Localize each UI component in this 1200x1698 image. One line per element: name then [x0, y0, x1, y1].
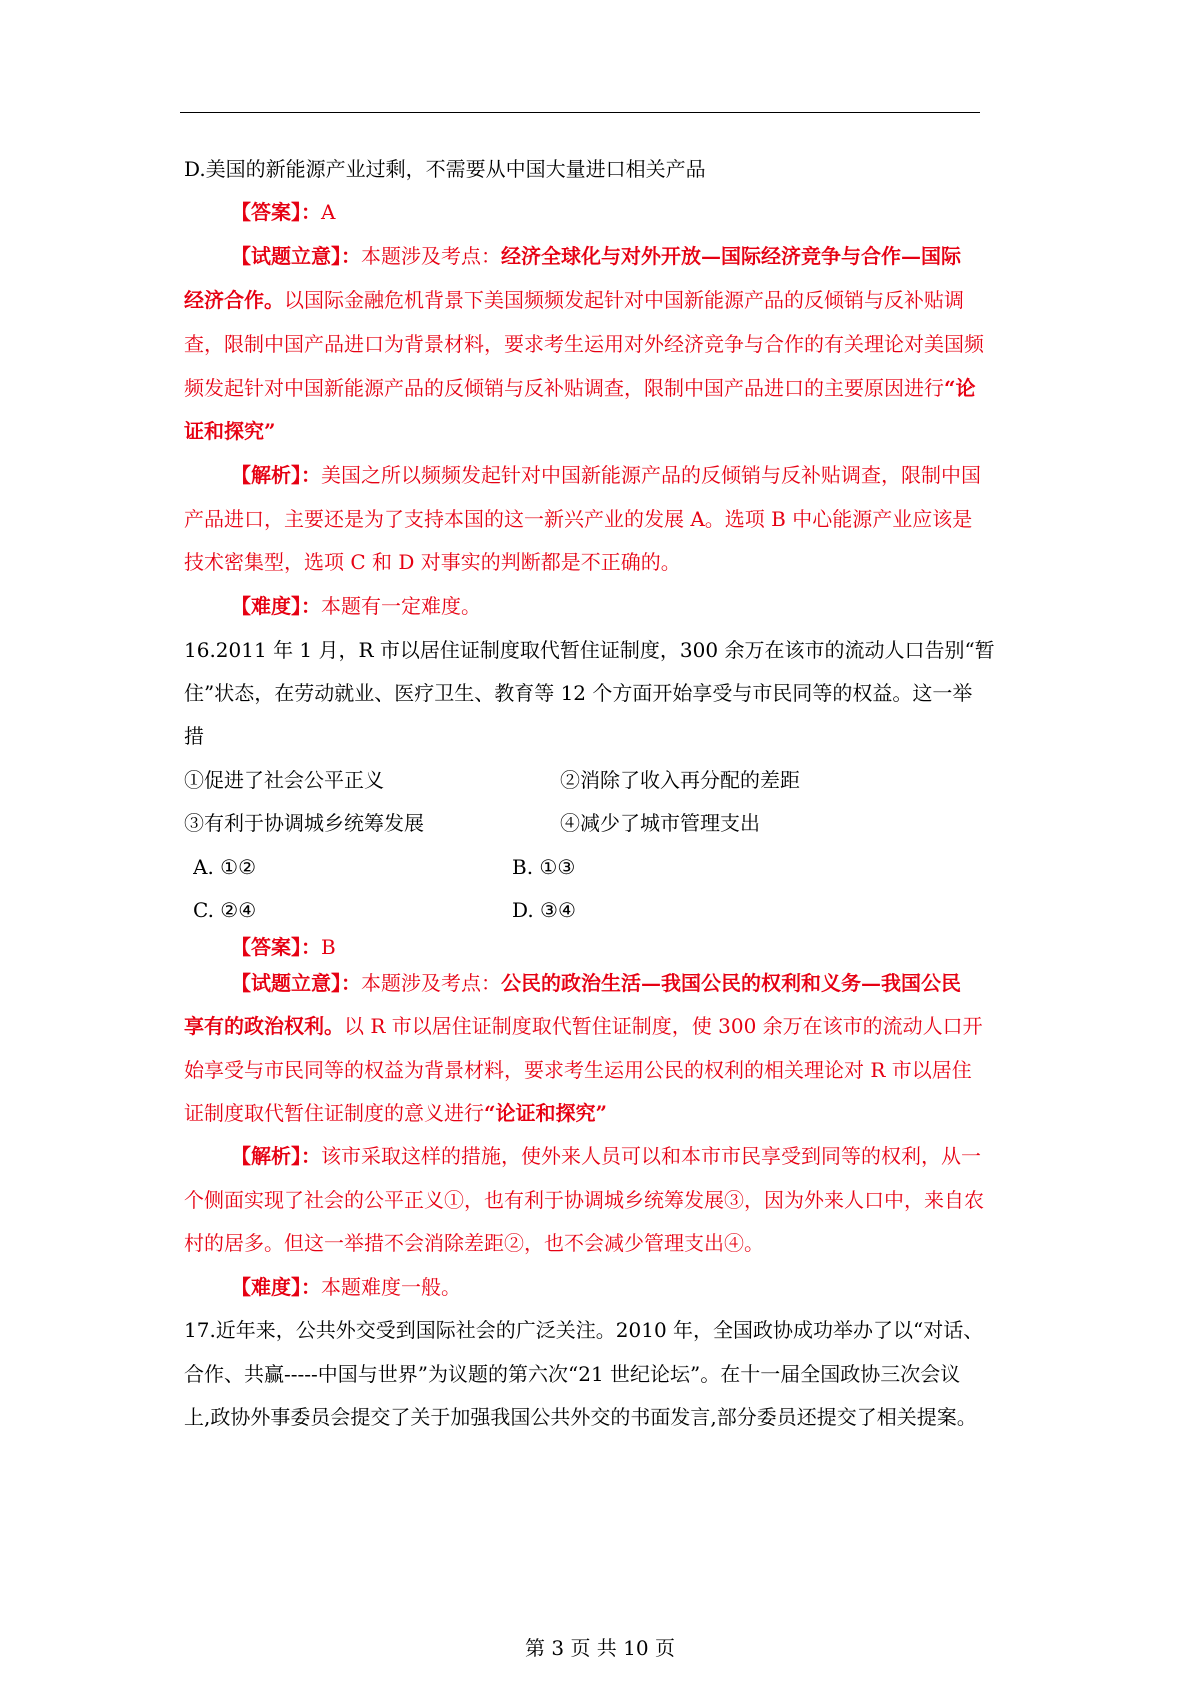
intent-text: 频发起针对中国新能源产品的反倾销与反补贴调查，限制中国产品进口的主要原因进行: [184, 376, 944, 400]
q15-answer: [231, 198, 1031, 226]
q15-analysis-line-2: 产品进口，主要还是为了支持本国的这一新兴产业的发展 A。选项 B 中心能源产业应该是: [184, 507, 973, 531]
intent-text: 以国际金融危机背景下美国频频发起针对中国新能源产品的反倾销与反补贴调: [284, 288, 964, 312]
q16-stem-line-1: 16.2011 年 1 月，R 市以居住证制度取代暂住证制度，300 余万在该市的流动人口告别“暂: [184, 638, 995, 662]
answer-label: 【答案】：: [231, 200, 321, 224]
q16-intent-line-2: [184, 1012, 1029, 1040]
intent-label: 【试题立意】：: [231, 244, 361, 268]
q17-stem-line-2: 合作、共赢-----中国与世界”为议题的第六次“21 世纪论坛”。在十一届全国政协三次会议: [184, 1362, 961, 1386]
difficulty-text: 本题难度一般。: [321, 1275, 461, 1299]
intent-topic: 经济全球化与对外开放—国际经济竞争与合作—国际: [501, 244, 961, 268]
q16-option-d: D. ③④: [512, 898, 576, 922]
q15-analysis-line-1: [231, 461, 1031, 489]
q16-option-c: C. ②④: [193, 898, 257, 922]
page-footer: 第 3 页 共 10 页: [525, 1636, 675, 1660]
analysis-label: 【解析】：: [231, 1144, 321, 1168]
analysis-text: 该市采取这样的措施，使外来人员可以和本市市民享受到同等的权利，从一: [321, 1144, 981, 1168]
answer-label: 【答案】：: [231, 935, 321, 959]
header-rule: [180, 112, 980, 113]
difficulty-label: 【难度】：: [231, 594, 321, 618]
q16-analysis-line-1: [231, 1142, 1031, 1170]
q17-stem-line-1: 17.近年来，公共外交受到国际社会的广泛关注。2010 年，全国政协成功举办了以“对话、: [184, 1318, 984, 1342]
intent-quote: “论: [944, 376, 976, 400]
analysis-label: 【解析】：: [231, 463, 321, 487]
q16-stem-line-2: 住”状态，在劳动就业、医疗卫生、教育等 12 个方面开始享受与市民同等的权益。这一举: [184, 681, 973, 705]
q16-analysis-line-2: 个侧面实现了社会的公平正义①，也有利于协调城乡统筹发展③，因为外来人口中，来自农: [184, 1188, 984, 1212]
analysis-text: 美国之所以频频发起针对中国新能源产品的反倾销与反补贴调查，限制中国: [321, 463, 981, 487]
answer-value: A: [321, 200, 336, 224]
q15-intent-line-1: [231, 242, 1031, 270]
intent-topic: 享有的政治权利。: [184, 1014, 344, 1038]
q16-option-a: A. ①②: [193, 855, 257, 879]
q16-intent-line-1: [231, 969, 1031, 997]
q16-item-1: ①促进了社会公平正义: [184, 768, 384, 792]
q15-option-d: D.美国的新能源产业过剩，不需要从中国大量进口相关产品: [184, 157, 706, 181]
intent-topic: 经济合作。: [184, 288, 284, 312]
q16-intent-line-4: [184, 1099, 1029, 1127]
q15-intent-line-4: [184, 374, 1029, 402]
intent-prefix: 本题涉及考点：: [361, 971, 501, 995]
difficulty-text: 本题有一定难度。: [321, 594, 481, 618]
answer-value: B: [321, 935, 336, 959]
q16-analysis-line-3: 村的居多。但这一举措不会消除差距②，也不会减少管理支出④。: [184, 1231, 764, 1255]
q15-analysis-line-3: 技术密集型，选项 C 和 D 对事实的判断都是不正确的。: [184, 550, 681, 574]
intent-topic: 公民的政治生活—我国公民的权利和义务—我国公民: [501, 971, 961, 995]
q15-intent-line-3: 查，限制中国产品进口为背景材料，要求考生运用对外经济竞争与合作的有关理论对美国频: [184, 332, 984, 356]
q16-difficulty: [231, 1273, 1031, 1301]
q16-item-2: ②消除了收入再分配的差距: [560, 768, 800, 792]
q17-stem-line-3: 上,政协外事委员会提交了关于加强我国公共外交的书面发言,部分委员还提交了相关提案。: [184, 1405, 977, 1429]
intent-text: 以 R 市以居住证制度取代暂住证制度，使 300 余万在该市的流动人口开: [344, 1014, 983, 1038]
intent-quote: “论证和探究”: [484, 1101, 608, 1125]
difficulty-label: 【难度】：: [231, 1275, 321, 1299]
q15-difficulty: [231, 592, 1031, 620]
intent-text: 证制度取代暂住证制度的意义进行: [184, 1101, 484, 1125]
q15-intent-line-5: 证和探究”: [184, 419, 276, 443]
q15-intent-line-2: [184, 286, 1029, 314]
q16-intent-line-3: 始享受与市民同等的权益为背景材料，要求考生运用公民的权利的相关理论对 R 市以居住: [184, 1058, 972, 1082]
intent-prefix: 本题涉及考点：: [361, 244, 501, 268]
q16-stem-line-3: 措: [184, 724, 204, 748]
q16-item-4: ④减少了城市管理支出: [560, 811, 760, 835]
intent-label: 【试题立意】：: [231, 971, 361, 995]
q16-option-b: B. ①③: [512, 855, 576, 879]
q16-item-3: ③有利于协调城乡统筹发展: [184, 811, 424, 835]
q16-answer: [231, 933, 1031, 961]
